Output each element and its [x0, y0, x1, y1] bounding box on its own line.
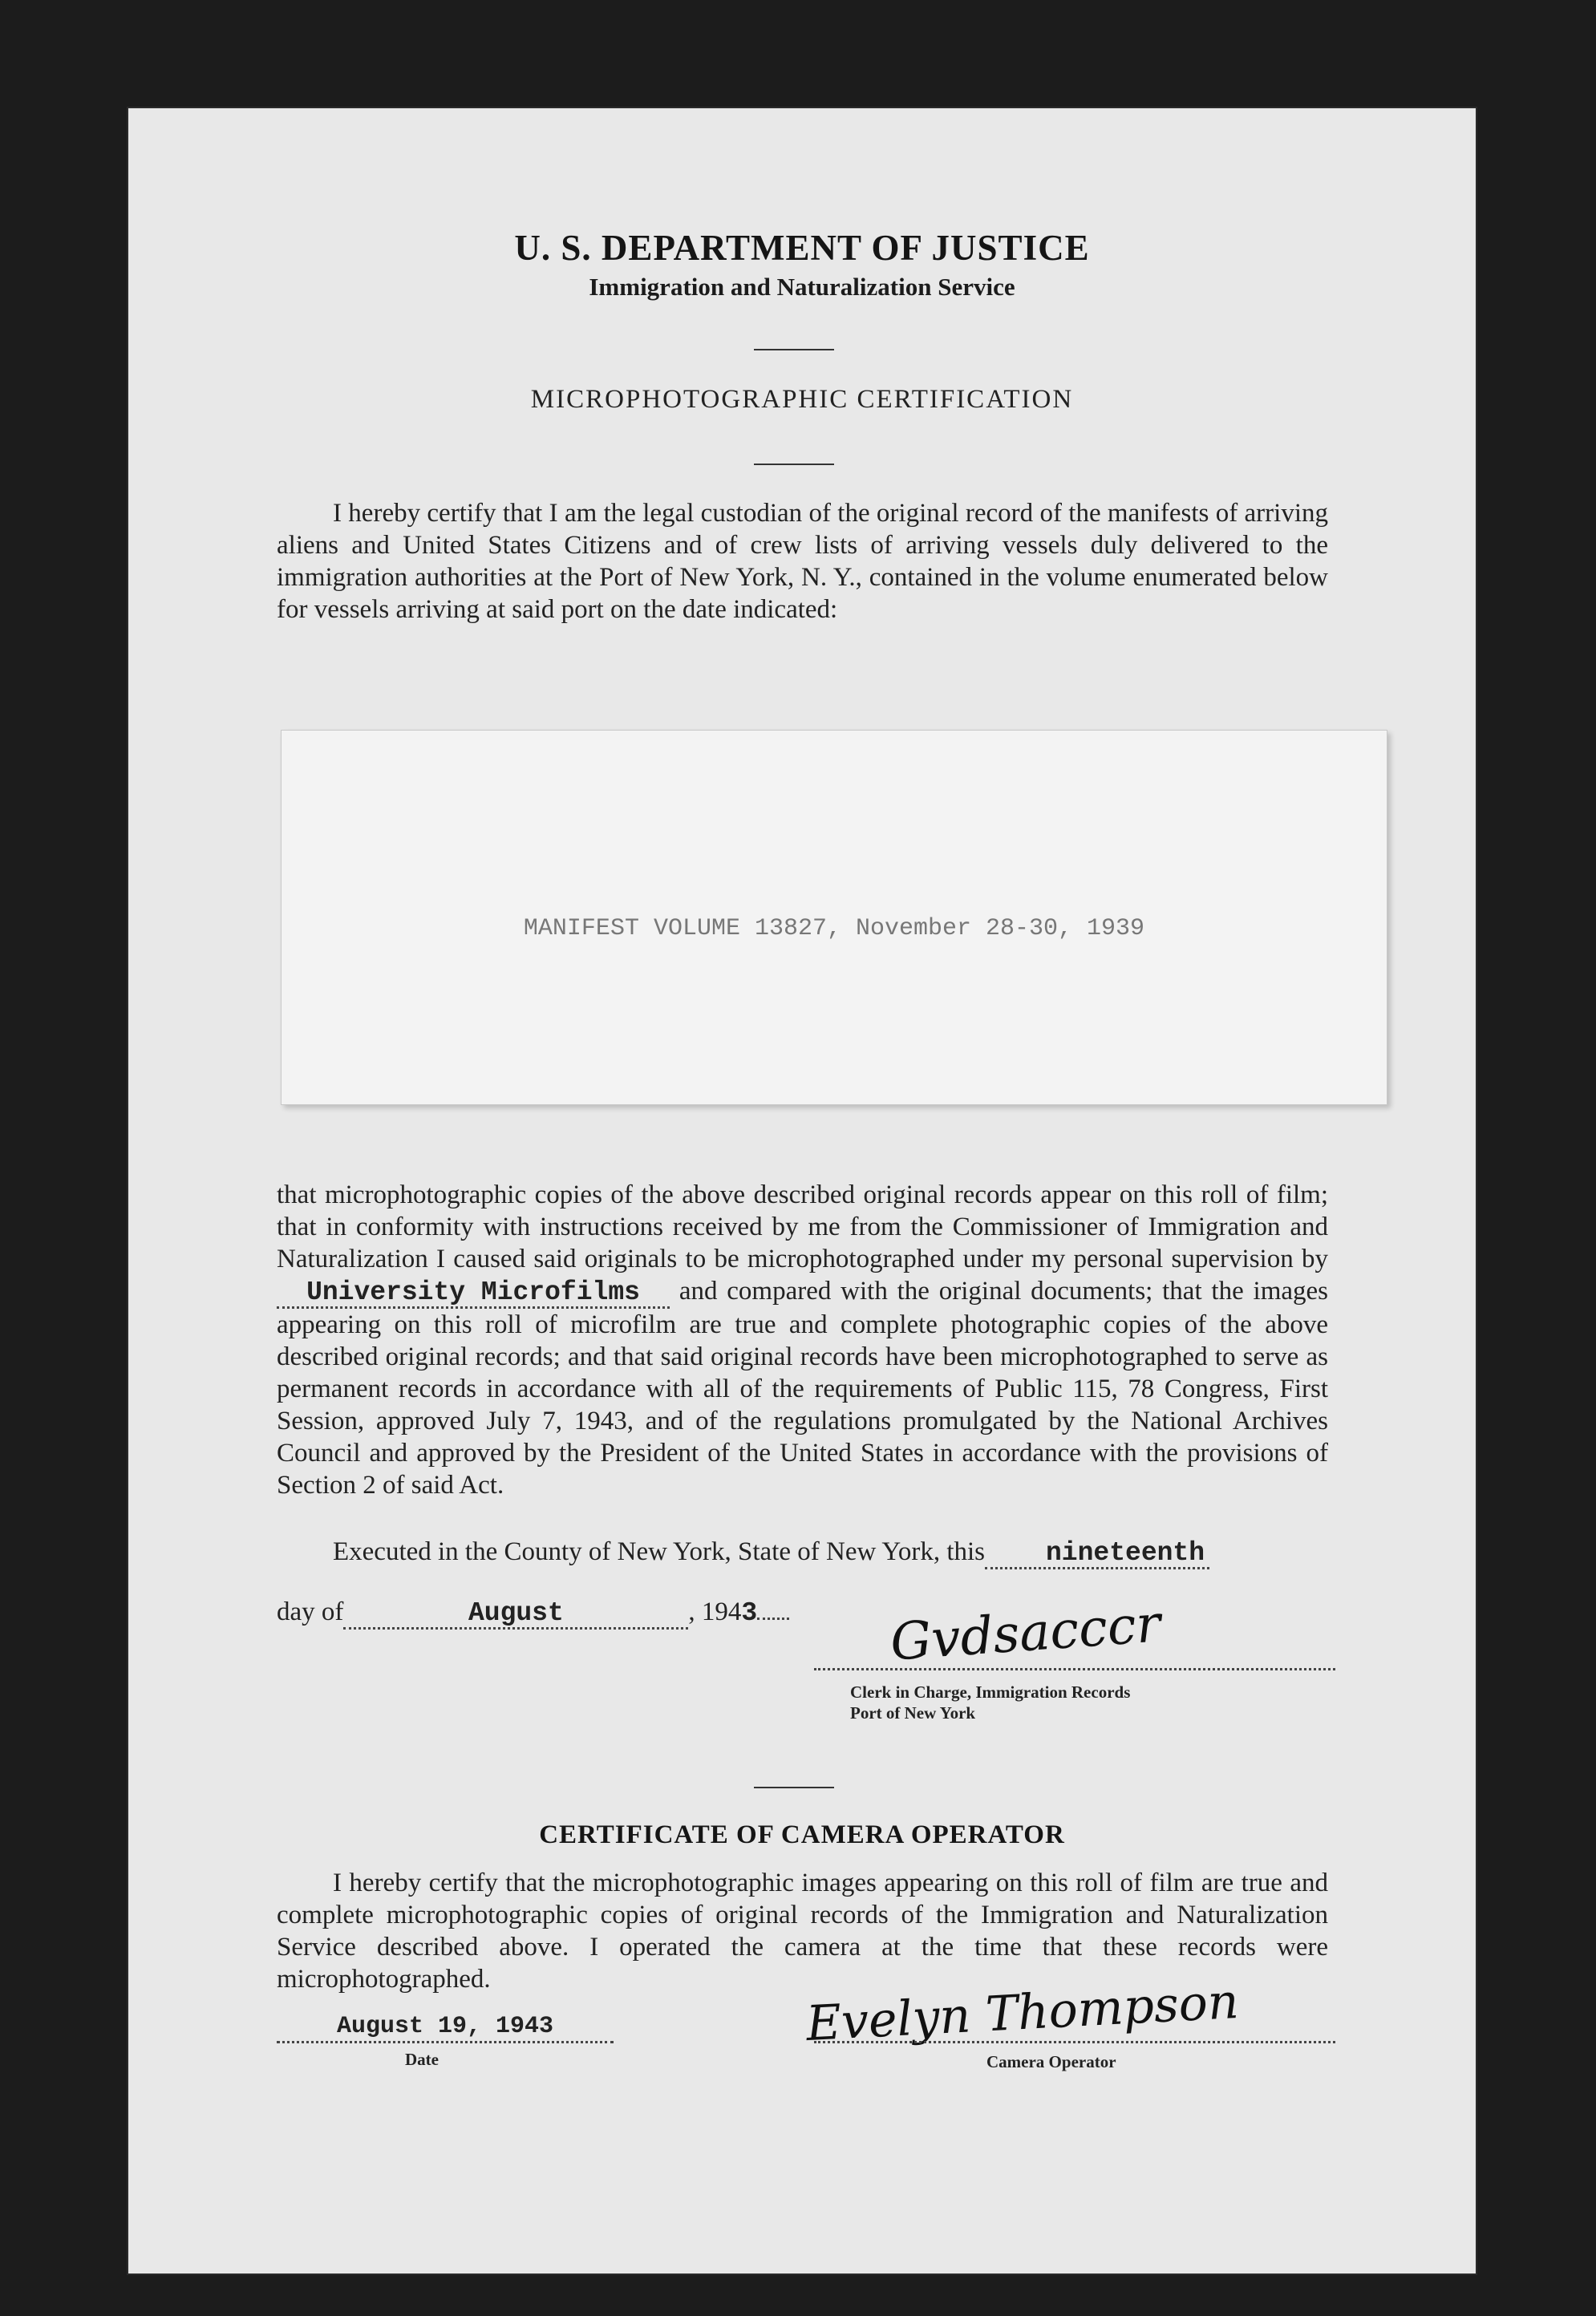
clerk-signature-line: [814, 1668, 1335, 1670]
clerk-signature: Gvdsacccr: [888, 1594, 1163, 1673]
divider-rule: [754, 1787, 834, 1788]
camera-certificate-heading: CERTIFICATE OF CAMERA OPERATOR: [539, 1820, 1065, 1849]
divider-rule: [754, 349, 834, 350]
operator-date-field: [277, 2010, 614, 2043]
day-of-label: day of: [277, 1597, 344, 1626]
executed-line: [277, 1536, 1328, 1569]
divider-rule: [754, 464, 834, 465]
camera-certificate-paragraph: [277, 1867, 1328, 1995]
executed-day-field: nineteenth: [985, 1540, 1209, 1569]
body-text: [277, 1179, 1328, 1501]
certificate-page: [128, 108, 1476, 2273]
body-paragraph: [277, 1179, 1328, 1501]
date-label: Date: [405, 2050, 439, 2069]
intro-paragraph: [277, 497, 1328, 626]
service-subheading: Immigration and Naturalization Service: [589, 273, 1015, 301]
operator-signature-line: [814, 2041, 1335, 2043]
executed-text: Executed in the County of New York, State of New York, this: [333, 1537, 986, 1566]
clerk-title-line2: Port of New York: [850, 1703, 976, 1723]
operator-date-value: August 19, 1943: [336, 2013, 554, 2040]
clerk-title: [850, 1682, 1130, 1723]
executed-month-field: August: [343, 1600, 688, 1630]
year-prefix: , 194: [688, 1597, 742, 1626]
manifest-volume-text: MANIFEST VOLUME 13827, November 28-30, 1939: [523, 915, 1145, 942]
intro-text: I hereby certify that I am the legal custodian of the original record of the manifests of arriving aliens and United States Citizens and of crew lists of arriving vessels duly delivered to the immigration authorities at the Port of New York, N. Y., contained in the volume enumerated below for vessels arriving at said port on the date indicated:: [277, 499, 1328, 624]
operator-signature: Evelyn Thompson: [804, 1973, 1241, 2053]
body-text-part2: and compared with the original documents; that the images appearing on this roll of microfilm are true and complete photographic copies of the above described original records; and that said original records have been microphotographed to serve as permanent records in accordance with all of the requirements of Public 115, 78 Congress, First Session, approved July 7, 1943, and of the regulations promulgated by the National Archives Council and approved by the President of the United States in accordance with the provisions of Section 2 of said Act.: [277, 1277, 1329, 1500]
department-heading: U. S. DEPARTMENT OF JUSTICE: [514, 228, 1090, 268]
year-digit: 3: [741, 1598, 758, 1628]
date-line: [277, 1596, 838, 1630]
certification-title: MICROPHOTOGRAPHIC CERTIFICATION: [530, 385, 1074, 414]
camera-certificate-text: I hereby certify that the microphotographic images appearing on this roll of film are true and complete microphotographic copies of original records of the Immigration and Naturalization Service described above. I operated the camera at the time that these records were microphotographed.: [277, 1869, 1328, 1994]
volume-label-box: [281, 730, 1387, 1105]
camera-operator-label: Camera Operator: [986, 2052, 1116, 2071]
operator-company-field: University Microfilms: [277, 1279, 670, 1309]
clerk-title-line1: Clerk in Charge, Immigration Records: [850, 1682, 1131, 1702]
body-text-part1: that microphotographic copies of the above described original records appear on this roll of film; that in conformity with instructions received by me from the Commissioner of Immigration and Naturalization I caused said originals to be microphotographed under my personal supervision by: [277, 1180, 1328, 1273]
